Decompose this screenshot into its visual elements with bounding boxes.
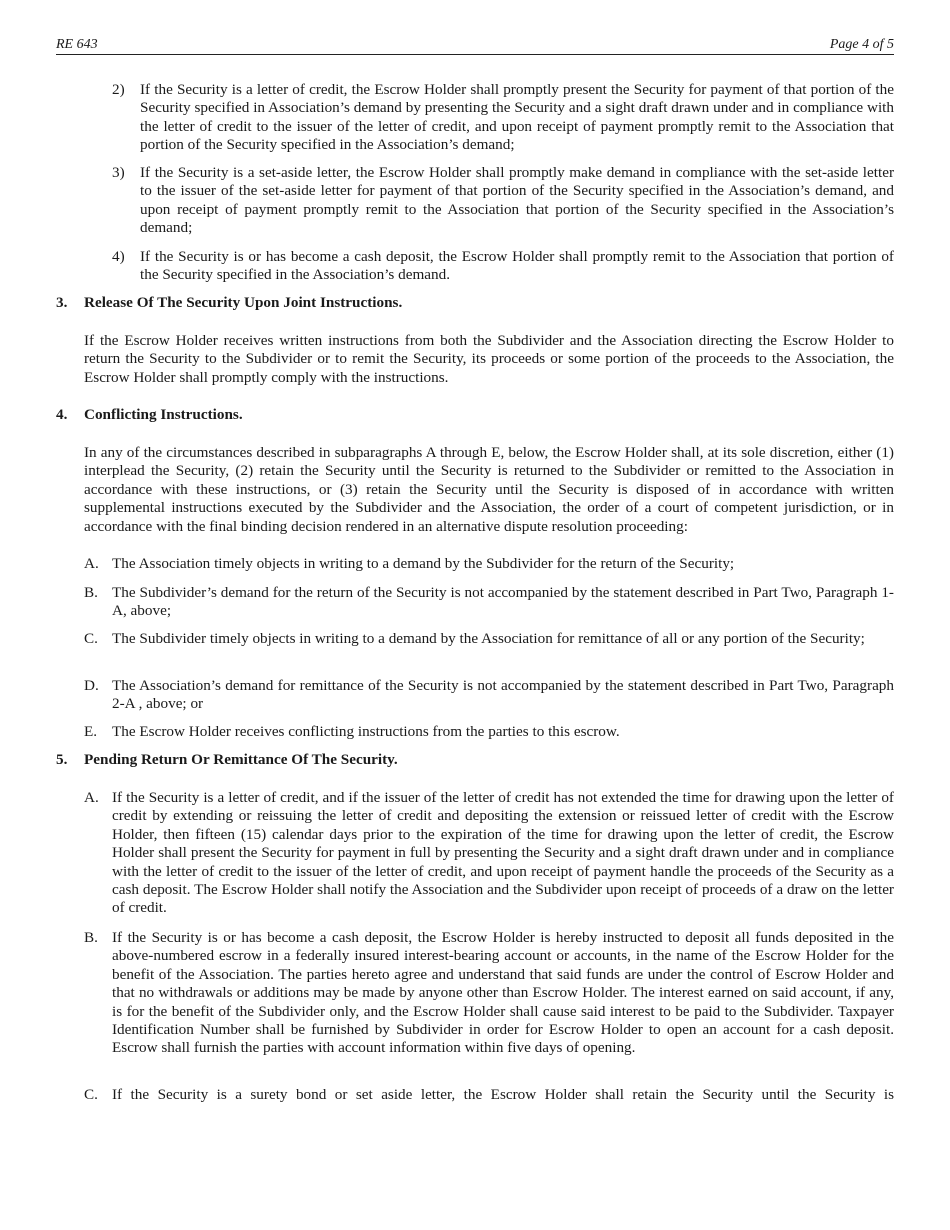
section-number: 3. xyxy=(56,294,68,311)
list-item-number: 3) xyxy=(112,164,125,181)
list-item-text: The Escrow Holder receives conflicting instructions from the parties to this escrow. xyxy=(112,723,620,740)
list-item xyxy=(84,555,894,573)
list-item xyxy=(112,81,894,155)
section-body: If the Escrow Holder receives written instructions from both the Subdivider and the Association directing the Escrow Holder to return the Security to the Subdivider or to remit the Security, its proceeds or some portion of the proceeds to the Association, the Escrow Holder shall promptly comply with the instructions. xyxy=(84,332,894,386)
section-title: Conflicting Instructions. xyxy=(84,406,243,423)
list-item-letter: C. xyxy=(84,630,98,647)
list-item-text: If the Security is or has become a cash deposit, the Escrow Holder shall promptly remit to the Association that portion of the Security specified in the Association’s demand. xyxy=(140,248,894,284)
list-item-number: 4) xyxy=(112,248,125,265)
list-item xyxy=(84,1086,894,1104)
list-item-text: If the Security is a letter of credit, and if the issuer of the letter of credit has not extended the time for drawing upon the letter of credit by extending or reissuing the letter of credit and depositing the extension or reissued letter of credit with the Escrow Holder, then fifteen (15) calendar days prior to the expiration of the time for drawing upon the letter of credit, the Escrow Holder shall present the Security for payment in full by presenting the Security and a sight draft drawn under and in compliance with the letter of credit to the issuer of the letter of credit, and upon receipt of payment handle the proceeds of the Security as a cash deposit. The Escrow Holder shall notify the Association and the Subdivider upon receipt of proceeds of a draw on the letter of credit. xyxy=(112,789,894,917)
list-item-letter: A. xyxy=(84,555,99,572)
list-item-text: The Association’s demand for remittance of the Security is not accompanied by the statement described in Part Two, Paragraph 2-A , above; or xyxy=(112,677,894,713)
list-item-letter: B. xyxy=(84,584,98,601)
list-item-letter: B. xyxy=(84,929,98,946)
list-item-text: The Subdivider timely objects in writing to a demand by the Association for remittance of all or any portion of the Security; xyxy=(112,630,865,647)
list-item xyxy=(112,164,894,238)
list-item-letter: C. xyxy=(84,1086,98,1103)
list-item-text: If the Security is a set-aside letter, the Escrow Holder shall promptly make demand in compliance with the set-aside letter to the issuer of the set-aside letter for payment of that portion of the Security specified in the Association’s demand, and upon receipt of payment promptly remit to the Association that portion of the Security specified in the Association’s demand; xyxy=(140,164,894,237)
page-number: Page 4 of 5 xyxy=(829,37,894,52)
list-item-number: 2) xyxy=(112,81,125,98)
list-item xyxy=(84,677,894,714)
page-header xyxy=(56,36,894,55)
form-number: RE 643 xyxy=(56,37,98,52)
section-title: Release Of The Security Upon Joint Instructions. xyxy=(84,294,403,311)
list-item-text: The Association timely objects in writing to a demand by the Subdivider for the return of the Security; xyxy=(112,555,735,572)
list-item-text: If the Security is or has become a cash deposit, the Escrow Holder is hereby instructed to deposit all funds deposited in the above-numbered escrow in a federally insured interest-bearing account or accounts, in the name of the Escrow Holder for the benefit of the Association. The parties hereto agree and understand that said funds are under the control of Escrow Holder and that no withdrawals or additions may be made by anyone other than Escrow Holder. The interest earned on said account, if any, is for the benefit of the Subdivider only, and the Escrow Holder shall cause said interest to be paid to the Subdivider. Taxpayer Identification Number shall be furnished by Subdivider in order for Escrow Holder to open an account for a cash deposit. Escrow shall furnish the parties with account information within five days of opening. xyxy=(112,929,894,1057)
section-title: Pending Return Or Remittance Of The Security. xyxy=(84,751,398,768)
list-item-text: If the Security is a letter of credit, the Escrow Holder shall promptly present the Security for payment of that portion of the Security specified in Association’s demand by presenting the Security and a sight draft drawn under and in compliance with the letter of credit to the issuer of the letter of credit, and upon receipt of payment promptly remit to the Association that portion of the Security specified in the Association’s demand; xyxy=(140,81,894,154)
list-item-text: If the Security is a surety bond or set aside letter, the Escrow Holder shall retain the Security until the Security is xyxy=(112,1086,894,1103)
list-item xyxy=(84,630,894,648)
section-body: In any of the circumstances described in subparagraphs A through E, below, the Escrow Holder shall, at its sole discretion, either (1) interplead the Security, (2) retain the Security until the Security is returned to the Subdivider or remitted to the Association in accordance with these instructions, or (3) retain the Security until the Security is disposed of in accordance with written supplemental instructions executed by the Subdivider and the Association, the order of a court of competent jurisdiction, or in accordance with the final binding decision rendered in an alternative dispute resolution proceeding: xyxy=(84,444,894,535)
list-item-text: The Subdivider’s demand for the return of the Security is not accompanied by the statement described in Part Two, Paragraph 1-A, above; xyxy=(112,584,894,620)
list-item-letter: E. xyxy=(84,723,98,740)
list-item xyxy=(84,723,894,741)
list-item xyxy=(84,789,894,918)
list-item xyxy=(84,584,894,621)
section-number: 4. xyxy=(56,406,68,423)
section-number: 5. xyxy=(56,751,68,768)
list-item xyxy=(84,929,894,1058)
list-item xyxy=(112,248,894,285)
list-item-letter: D. xyxy=(84,677,99,694)
list-item-letter: A. xyxy=(84,789,99,806)
